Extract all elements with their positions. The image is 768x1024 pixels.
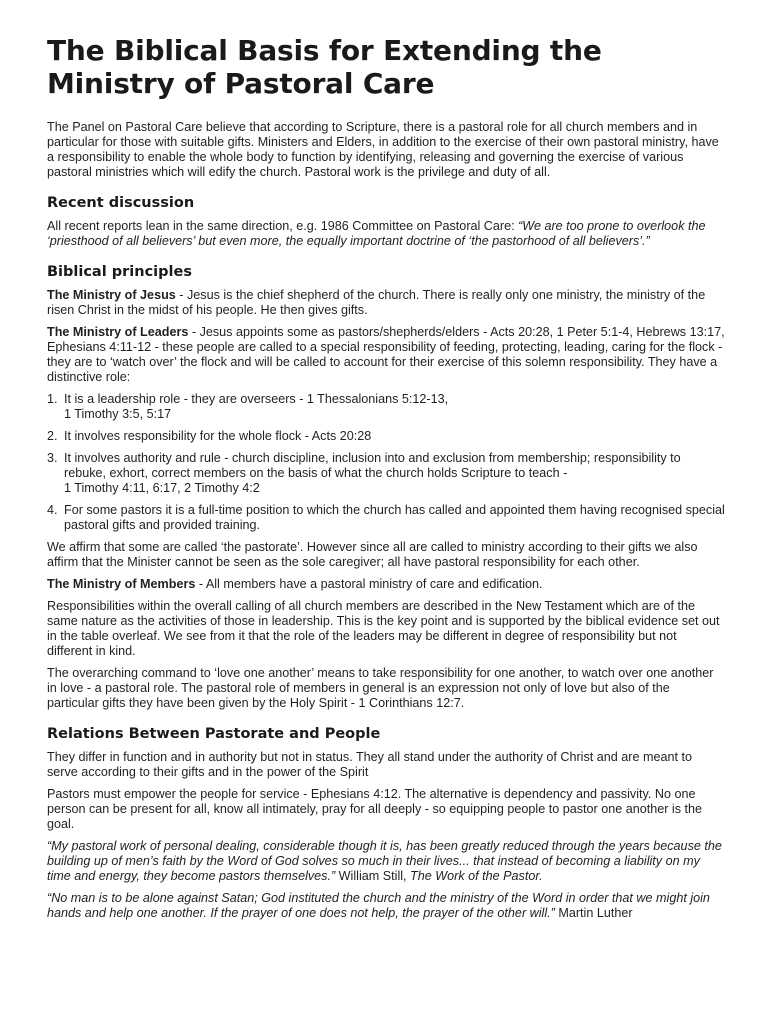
relations-paragraph-1: They differ in function and in authority but not in status. They all stand under the authority of Christ and are meant to serve according to their gifts and in the power of the Spirit <box>47 750 692 779</box>
heading-relations: Relations Between Pastorate and People <box>47 726 381 742</box>
affirm-paragraph: We affirm that some are called ‘the pastorate’. However since all are called to ministry according to their gifts we also affirm that the Minister cannot be seen as the sole caregiver; all have pastoral responsibility for each other. <box>47 540 698 569</box>
responsibilities-paragraph: Responsibilities within the overall calling of all church members are described in the New Testament which are of the same nature as the activities of those in leadership. This is the key point and is supported by the biblical evidence set out in the table overleaf. We see from it that the role of the leaders may be different in degree of responsibility but not different in kind. <box>47 599 720 658</box>
page-title: The Biblical Basis for Extending the Ministry of Pastoral Care <box>47 34 602 100</box>
list-item-text-continued: 1 Timothy 3:5, 5:17 <box>64 407 172 421</box>
recent-text: All recent reports lean in the same direction, e.g. 1986 Committee on Pastoral Care: <box>47 219 519 233</box>
recent-quote: “We are too prone to overlook the ‘priesthood of all believers’ but even more, the equally important doctrine of ‘the pastorhood of all believers’.” <box>47 219 706 248</box>
list-item <box>47 429 725 444</box>
list-item <box>47 503 725 533</box>
list-number: 1. <box>47 392 58 406</box>
leaders-role-list <box>47 392 725 533</box>
list-number: 2. <box>47 429 58 443</box>
leaders-text: - Jesus appoints some as pastors/shepherds/elders - Acts 20:28, 1 Peter 5:1-4, Hebrews 13:17, Ephesians 4:11-12 - these people are called to a special responsibility of feeding, protecting, leading, caring for the flock - they are to ‘watch over’ the flock and will be called to account for their exercise of this solemn responsibility. They have a distinctive role: <box>47 325 725 384</box>
leaders-label: The Ministry of Leaders <box>47 325 189 339</box>
luther-quote-author: Martin Luther <box>554 906 633 920</box>
jesus-paragraph <box>47 288 725 318</box>
luther-quote: “No man is to be alone against Satan; God instituted the church and the ministry of the Word in order that we might join hands and help one another. If the prayer of one does not help, the prayer of the other will.” <box>47 891 710 920</box>
overarching-paragraph: The overarching command to ‘love one another’ means to take responsibility for one another, to watch over one another in love - a pastoral role. The pastoral role of members in general is an expression not only of love but also of the particular gifts they have been given by the Holy Spirit - 1 Corinthians 12:7. <box>47 666 714 710</box>
jesus-label: The Ministry of Jesus <box>47 288 176 302</box>
list-item-text: It involves responsibility for the whole flock - Acts 20:28 <box>64 429 372 443</box>
relations-paragraph-2: Pastors must empower the people for service - Ephesians 4:12. The alternative is dependency and passivity. No one person can be present for all, know all intimately, pray for all deeply - so equipping people to pastor one another is the goal. <box>47 787 703 831</box>
still-quote-author: William Still, <box>335 869 411 883</box>
jesus-text: - Jesus is the chief shepherd of the church. There is really only one ministry, the ministry of the risen Christ in the midst of his people. He then gives gifts. <box>47 288 706 317</box>
list-number: 3. <box>47 451 58 465</box>
document-page <box>47 34 725 928</box>
list-item-text: It is a leadership role - they are overseers - 1 Thessalonians 5:12-13, <box>64 392 449 406</box>
still-quote-work: The Work of the Pastor. <box>410 869 543 883</box>
list-item-text: It involves authority and rule - church discipline, inclusion into and exclusion from membership; responsibility to rebuke, exhort, correct members on the basis of what the church holds Scripture to teach - <box>64 451 681 480</box>
list-item-text-continued: 1 Timothy 4:11, 6:17, 2 Timothy 4:2 <box>64 481 260 495</box>
list-item <box>47 392 725 422</box>
list-item <box>47 451 725 496</box>
members-text: - All members have a pastoral ministry of care and edification. <box>195 577 543 591</box>
intro-paragraph: The Panel on Pastoral Care believe that according to Scripture, there is a pastoral role for all church members and in particular for those with suitable gifts. Ministers and Elders, in addition to the exercise of their own pastoral ministry, have a responsibility to enable the whole body to function by identifying, releasing and governing the exercise of various pastoral ministries which will edify the church. Pastoral work is the privilege and duty of all. <box>47 120 719 179</box>
luther-quote-paragraph <box>47 891 725 921</box>
still-quote: “My pastoral work of personal dealing, considerable though it is, has been greatly reduced through the years because the building up of men’s faith by the Word of God solves so much in their lives... that instead of becoming a liability on my time and energy, they become pastors themselves.” <box>47 839 722 883</box>
heading-recent-discussion: Recent discussion <box>47 195 195 211</box>
heading-biblical-principles: Biblical principles <box>47 264 192 280</box>
members-label: The Ministry of Members <box>47 577 196 591</box>
members-paragraph <box>47 577 725 592</box>
still-quote-paragraph <box>47 839 725 884</box>
list-number: 4. <box>47 503 58 517</box>
recent-paragraph <box>47 219 725 249</box>
list-item-text: For some pastors it is a full-time position to which the church has called and appointed them having recognised special pastoral gifts and provided training. <box>64 503 725 532</box>
leaders-paragraph <box>47 325 725 385</box>
